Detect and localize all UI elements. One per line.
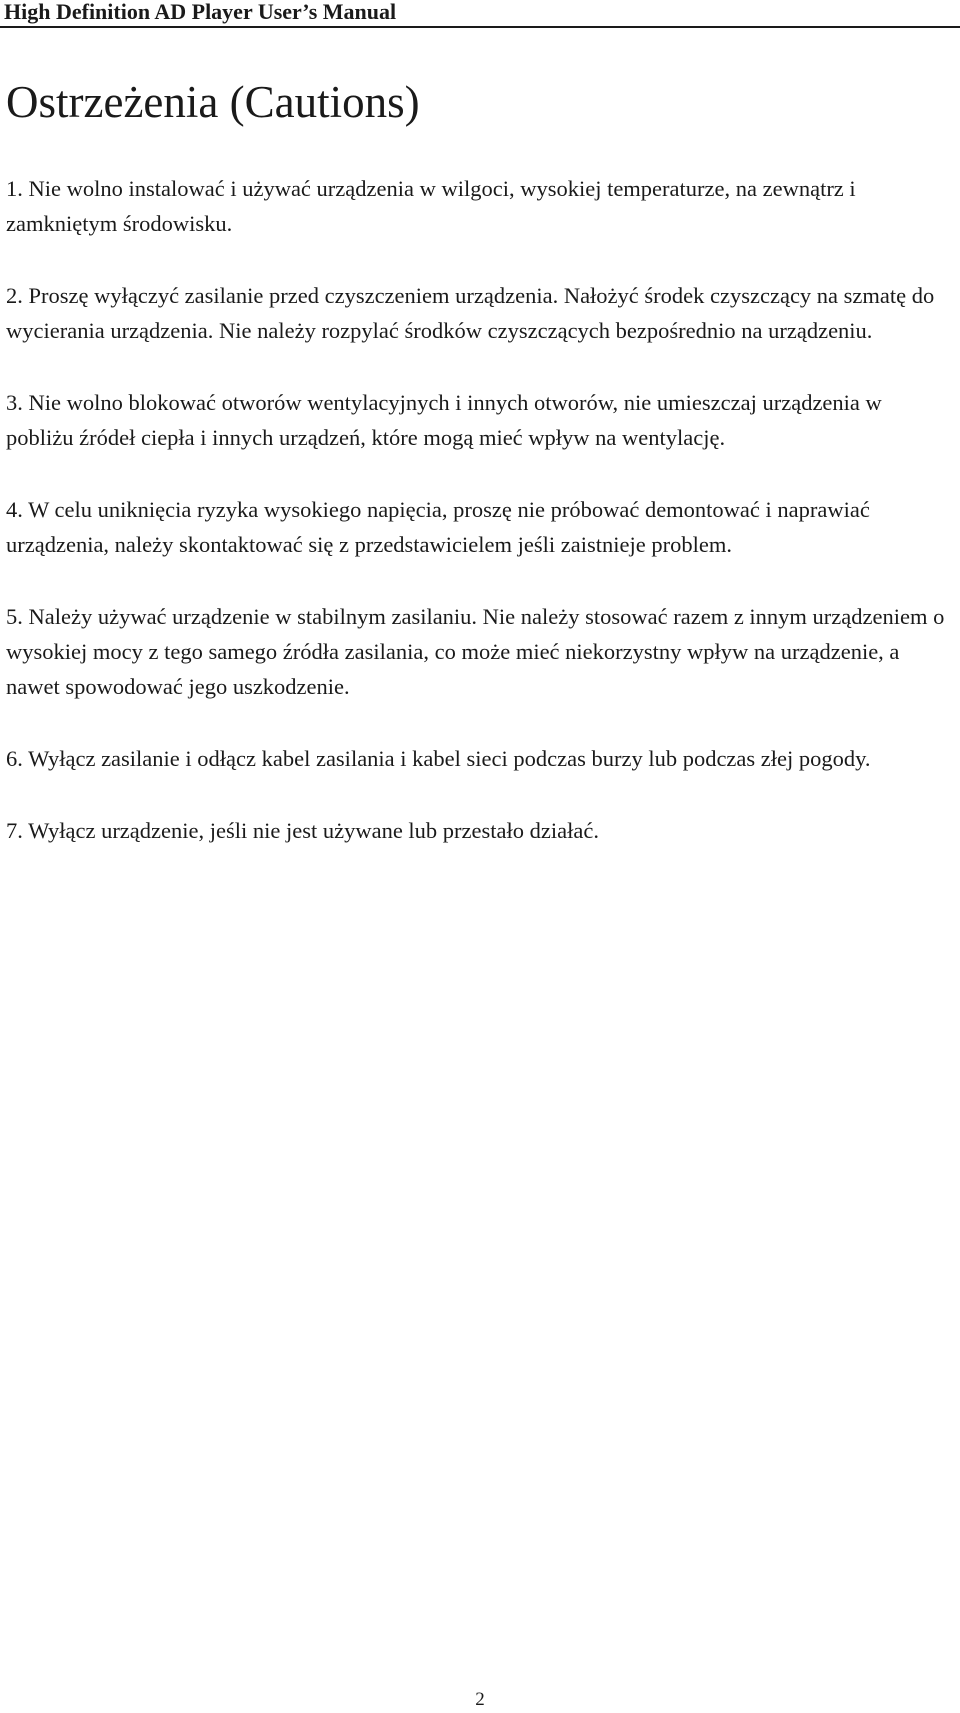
manual-title: High Definition AD Player User’s Manual xyxy=(4,0,397,24)
caution-item: 5. Należy używać urządzenie w stabilnym zasilaniu. Nie należy stosować razem z innym urządzeniem o wysokiej mocy z tego samego źródła zasilania, co może mieć niekorzystny wpływ na urządzenie, a nawet spowodować jego uszkodzenie. xyxy=(6,604,945,699)
page-title: Ostrzeżenia (Cautions) xyxy=(6,77,420,127)
page-header xyxy=(0,0,960,28)
page-number: 2 xyxy=(475,1689,485,1710)
caution-item: 3. Nie wolno blokować otworów wentylacyjnych i innych otworów, nie umieszczaj urządzenia w pobliżu źródeł ciepła i innych urządzeń, które mogą mieć wpływ na wentylację. xyxy=(6,390,882,450)
caution-item: 1. Nie wolno instalować i używać urządzenia w wilgoci, wysokiej temperaturze, na zewnątrz i zamkniętym środowisku. xyxy=(6,176,856,236)
caution-item: 4. W celu uniknięcia ryzyka wysokiego napięcia, proszę nie próbować demontować i naprawiać urządzenia, należy skontaktować się z przedstawicielem jeśli zaistnieje problem. xyxy=(6,497,870,557)
caution-item: 7. Wyłącz urządzenie, jeśli nie jest używane lub przestało działać. xyxy=(6,818,599,843)
caution-item: 2. Proszę wyłączyć zasilanie przed czyszczeniem urządzenia. Nałożyć środek czyszczący na szmatę do wycierania urządzenia. Nie należy rozpylać środków czyszczących bezpośrednio na urządzeniu. xyxy=(6,283,935,343)
cautions-list xyxy=(6,171,954,885)
caution-item: 6. Wyłącz zasilanie i odłącz kabel zasilania i kabel sieci podczas burzy lub podczas złej pogody. xyxy=(6,746,871,771)
